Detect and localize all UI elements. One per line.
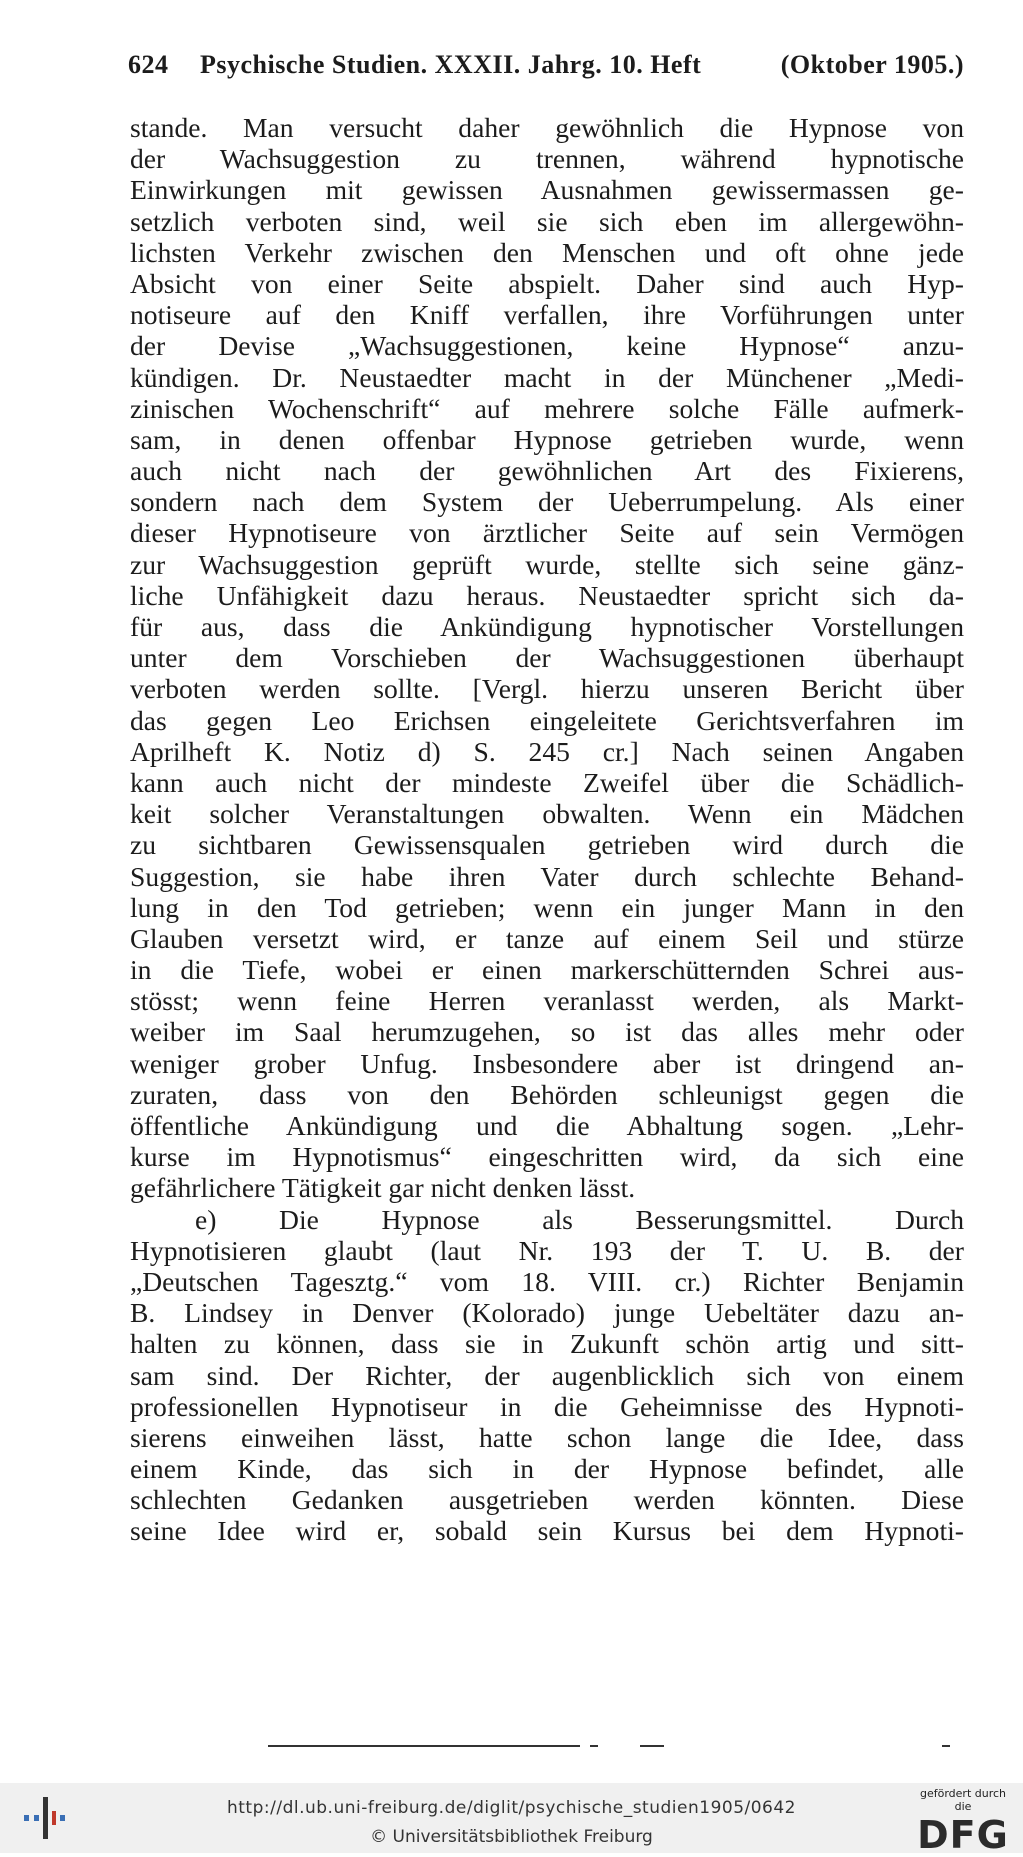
text-line: Suggestion, sie habe ihren Vater durch schlechte Behand- bbox=[130, 860, 964, 892]
footer-url[interactable]: http://dl.ub.uni-freiburg.de/diglit/psychische_studien1905/0642 bbox=[226, 1798, 797, 1818]
text-line: zu sichtbaren Gewissensqualen getrieben wird durch die bbox=[130, 829, 964, 861]
text-line: keit solcher Veranstaltungen obwalten. Wenn ein Mädchen bbox=[130, 798, 964, 830]
text-line: kann auch nicht der mindeste Zweifel über die Schädlich- bbox=[130, 766, 964, 798]
text-line: kündigen. Dr. Neustaedter macht in der Münchener „Medi- bbox=[130, 361, 964, 393]
footer-rule bbox=[942, 1745, 950, 1747]
text-line: Aprilheft K. Notiz d) S. 245 cr.] Nach seinen Angaben bbox=[130, 735, 964, 767]
text-line: auch nicht nach der gewöhnlichen Art des Fixierens, bbox=[130, 455, 964, 487]
dfg-funding bbox=[915, 1787, 1011, 1857]
text-line: unter dem Vorschieben der Wachsuggestionen überhaupt bbox=[130, 642, 964, 674]
text-line: B. Lindsey in Denver (Kolorado) junge Uebeltäter dazu an- bbox=[130, 1297, 964, 1329]
footer-rule bbox=[590, 1745, 598, 1747]
text-line: sondern nach dem System der Ueberrumpelung. Als einer bbox=[130, 486, 964, 518]
text-line: weniger grober Unfug. Insbesondere aber ist dringend an- bbox=[130, 1047, 964, 1079]
text-line: sam, in denen offenbar Hypnose getrieben wurde, wenn bbox=[130, 423, 964, 455]
text-line: gefährlichere Tätigkeit gar nicht denken lässt. bbox=[130, 1172, 636, 1204]
footer-copyright: © Universitätsbibliothek Freiburg bbox=[370, 1827, 653, 1847]
text-line: dieser Hypnotiseure von ärztlicher Seite auf sein Vermögen bbox=[130, 517, 964, 549]
footer-rule bbox=[268, 1745, 580, 1747]
text-line: kurse im Hypnotismus“ eingeschritten wird, da sich eine bbox=[130, 1141, 964, 1173]
text-line: Absicht von einer Seite abspielt. Daher sind auch Hyp- bbox=[130, 267, 964, 299]
text-line: zinischen Wochenschrift“ auf mehrere solche Fälle aufmerk- bbox=[130, 392, 964, 424]
page-header bbox=[128, 50, 964, 90]
text-line: schlechten Gedanken ausgetrieben werden könnten. Diese bbox=[130, 1484, 964, 1516]
text-line: der Wachsuggestion zu trennen, während hypnotische bbox=[130, 143, 964, 175]
text-line: Einwirkungen mit gewissen Ausnahmen gewissermassen ge- bbox=[130, 174, 964, 206]
section-heading-line: e) Die Hypnose als Besserungsmittel. Durch bbox=[195, 1203, 964, 1235]
text-line: liche Unfähigkeit dazu heraus. Neustaedter spricht sich da- bbox=[130, 579, 964, 611]
text-line: setzlich verboten sind, weil sie sich eben im allergewöhn- bbox=[130, 205, 964, 237]
text-line: stande. Man versucht daher gewöhnlich die Hypnose von bbox=[130, 112, 964, 143]
text-line: lichsten Verkehr zwischen den Menschen und oft ohne jede bbox=[130, 236, 964, 268]
text-line: das gegen Leo Erichsen eingeleitete Gerichtsverfahren im bbox=[130, 704, 964, 736]
dfg-caption: gefördert durch die bbox=[919, 1787, 1007, 1813]
text-line: professionellen Hypnotiseur in die Geheimnisse des Hypnoti- bbox=[130, 1390, 964, 1422]
issue-date: (Oktober 1905.) bbox=[780, 50, 964, 79]
text-line: seine Idee wird er, sobald sein Kursus bei dem Hypnoti- bbox=[130, 1515, 964, 1547]
text-line: für aus, dass die Ankündigung hypnotischer Vorstellungen bbox=[130, 611, 964, 642]
text-line: weiber im Saal herumzugehen, so ist das alles mehr oder bbox=[130, 1016, 964, 1048]
text-line: „Deutschen Tagesztg.“ vom 18. VIII. cr.) Richter Benjamin bbox=[130, 1265, 964, 1297]
body-text bbox=[130, 112, 964, 1547]
text-line: Glauben versetzt wird, er tanze auf einem Seil und stürze bbox=[130, 922, 964, 954]
text-line: in die Tiefe, wobei er einen markerschütternden Schrei aus- bbox=[130, 954, 964, 986]
text-line: zuraten, dass von den Behörden schleunigst gegen die bbox=[130, 1078, 964, 1110]
text-line: Hypnotisieren glaubt (laut Nr. 193 der T. U. B. der bbox=[130, 1234, 964, 1266]
text-line: einem Kinde, das sich in der Hypnose befindet, alle bbox=[130, 1453, 964, 1485]
text-line: stösst; wenn feine Herren veranlasst werden, als Markt- bbox=[130, 985, 964, 1017]
footer-bar bbox=[0, 1783, 1023, 1857]
text-line: notiseure auf den Kniff verfallen, ihre Vorführungen unter bbox=[130, 299, 964, 331]
text-line: halten zu können, dass sie in Zukunft schön artig und sitt- bbox=[130, 1328, 964, 1360]
text-line: öffentliche Ankündigung und die Abhaltung sogen. „Lehr- bbox=[130, 1110, 964, 1141]
text-line: sierens einweihen lässt, hatte schon lange die Idee, dass bbox=[130, 1421, 964, 1453]
text-line: zur Wachsuggestion geprüft wurde, stellte sich seine gänz- bbox=[130, 548, 964, 580]
text-line: sam sind. Der Richter, der augenblicklich sich von einem bbox=[130, 1359, 964, 1391]
text-line: verboten werden sollte. [Vergl. hierzu unseren Bericht über bbox=[130, 673, 964, 705]
text-line: der Devise „Wachsuggestionen, keine Hypnose“ anzu- bbox=[130, 330, 964, 362]
page-number: 624 bbox=[128, 50, 169, 79]
text-line: lung in den Tod getrieben; wenn ein junger Mann in den bbox=[130, 891, 964, 923]
running-head: Psychische Studien. XXXII. Jahrg. 10. Heft bbox=[200, 50, 702, 79]
footer-rule bbox=[640, 1745, 664, 1747]
dfg-logo: DFG bbox=[917, 1813, 1009, 1857]
